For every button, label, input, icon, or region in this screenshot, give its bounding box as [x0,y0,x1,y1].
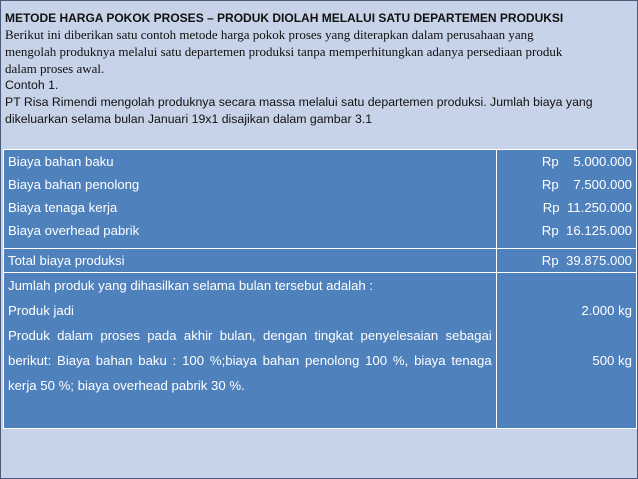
total-value: Rp 39.875.000 [541,253,632,268]
example-label: Contoh 1. [5,78,59,92]
total-value-cell [496,249,636,273]
wip-text: Produk dalam proses pada akhir bulan, dengan tingkat penyelesaian sebagai berikut: Biaya bahan baku : 100 %;biaya bahan penolong 100 %, biaya tenaga kerja 50 %; biaya overhead pabrik 30 %. [8,328,492,393]
finished-label: Produk jadi [8,303,74,318]
production-text-cell [4,273,497,429]
cost-value: Rp 16.125.000 [541,223,632,238]
intro-line-2: mengolah produknya melalui satu departemen produksi tanpa memperhitungkan adanya persediaan produk [5,44,563,59]
finished-qty: 2.000 kg [581,303,632,318]
cost-label: Biaya bahan baku [8,154,114,169]
heading: METODE HARGA POKOK PROSES – PRODUK DIOLAH MELALUI SATU DEPARTEMEN PRODUKSI [5,11,564,25]
cost-table [3,149,637,429]
intro-text [5,11,633,128]
total-label-cell [4,249,497,273]
total-row [4,249,637,273]
cost-value: Rp 11.250.000 [542,200,632,215]
example-line-1: PT Risa Rimendi mengolah produknya secara massa melalui satu departemen produksi. Jumlah biaya yang [5,95,593,109]
cost-labels-cell [4,150,497,249]
cost-value: Rp 7.500.000 [541,177,632,192]
production-qty-cell [496,273,636,429]
cost-value: Rp 5.000.000 [541,154,632,169]
cost-label: Biaya bahan penolong [8,177,140,192]
cost-rows [4,150,637,249]
cost-label: Biaya overhead pabrik [8,223,140,238]
total-label: Total biaya produksi [8,253,125,268]
wip-qty: 500 kg [592,353,632,368]
cost-label: Biaya tenaga kerja [8,200,118,215]
production-intro: Jumlah produk yang dihasilkan selama bulan tersebut adalah : [8,278,374,293]
intro-line-3: dalam proses awal. [5,61,105,76]
cost-values-cell [496,150,636,249]
intro-line-1: Berikut ini diberikan satu contoh metode harga pokok proses yang diterapkan dalam perusahaan yang [5,27,534,42]
example-line-2: dikeluarkan selama bulan Januari 19x1 disajikan dalam gambar 3.1 [5,112,373,126]
production-row [4,273,637,429]
